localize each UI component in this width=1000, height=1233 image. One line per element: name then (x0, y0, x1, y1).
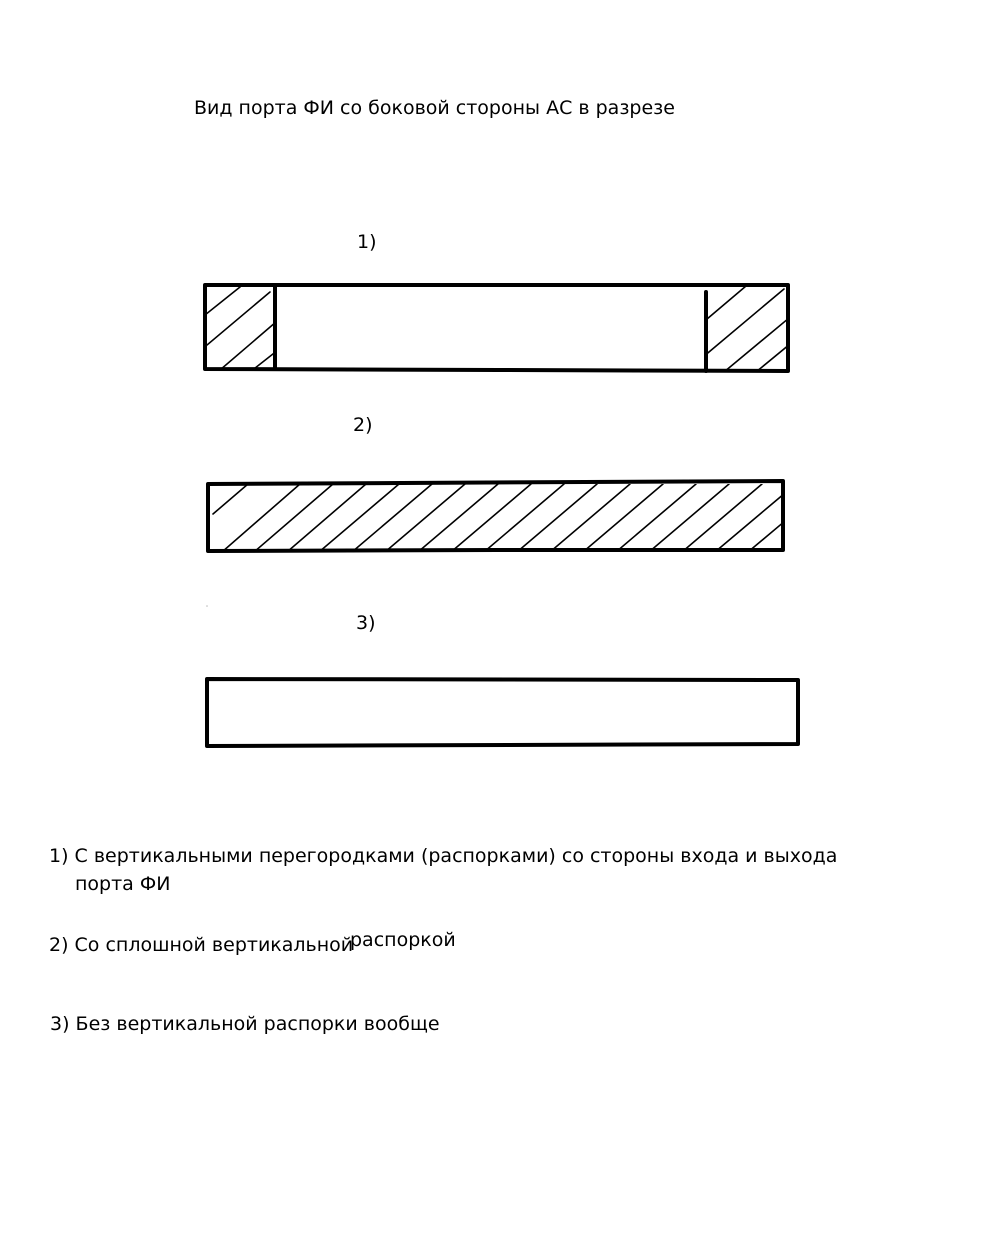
variant-3-section (207, 679, 798, 746)
legend-item-2-tail: распоркой (350, 929, 456, 951)
variant-1-number: 1) (357, 231, 377, 253)
variant-1-section (205, 285, 790, 372)
variant-3-number: 3) (356, 612, 376, 634)
variant-2-section (208, 481, 785, 552)
solid-partition-hatch (213, 484, 785, 552)
variant-2-number: 2) (353, 414, 373, 436)
legend-item-1-line-1: 1) С вертикальными перегородками (распорками) со стороны входа и выхода (49, 845, 838, 867)
inlet-partition-hatch (205, 287, 278, 372)
legend-item-1-line-2: порта ФИ (75, 873, 171, 895)
outlet-partition-hatch (700, 286, 790, 372)
legend-item-3: 3) Без вертикальной распорки вообще (50, 1013, 440, 1035)
diagram-title: Вид порта ФИ со боковой стороны АС в разрезе (194, 97, 675, 119)
legend-item-2-main: 2) Со сплошной вертикальной (49, 934, 354, 956)
